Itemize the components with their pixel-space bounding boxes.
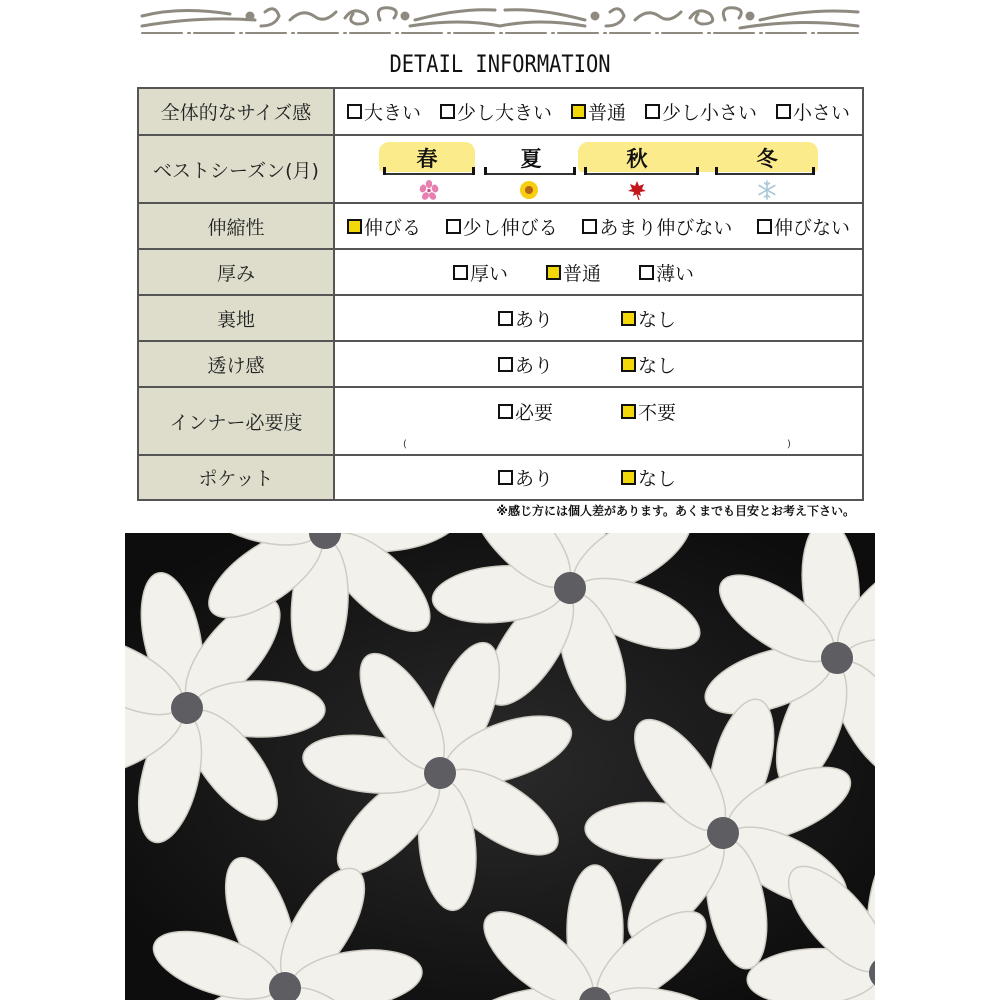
daisy-fabric-pattern — [125, 533, 875, 1000]
fabric-closeup-photo — [125, 533, 875, 1000]
note-close-paren: ) — [787, 439, 791, 450]
row-label: 透け感 — [138, 341, 334, 387]
disclaimer-note: ※感じ方には個人差があります。あくまでも目安とお考え下さい。 — [496, 504, 855, 518]
checkbox-icon — [498, 404, 513, 419]
option-group — [343, 259, 854, 286]
row-value — [334, 88, 863, 135]
option-group — [343, 398, 854, 425]
option-slightly-large — [440, 98, 552, 125]
row-value — [334, 135, 863, 203]
checkbox-checked-icon — [621, 470, 636, 485]
row-lining — [138, 295, 863, 341]
row-label: インナー必要度 — [138, 387, 334, 455]
season-winter: 冬 — [756, 147, 778, 171]
row-value — [334, 455, 863, 500]
option-yes — [498, 464, 553, 491]
checkbox-checked-icon — [621, 357, 636, 372]
option-stretches — [347, 213, 421, 240]
option-label: あり — [515, 354, 554, 377]
option-label: 少し小さい — [661, 102, 757, 124]
checkbox-icon — [498, 357, 513, 372]
row-sheerness — [138, 341, 863, 387]
checkbox-icon — [776, 104, 791, 119]
season-autumn: 秋 — [626, 147, 648, 171]
option-no — [621, 351, 676, 378]
option-not-needed — [621, 398, 676, 425]
row-thickness — [138, 249, 863, 295]
checkbox-icon — [446, 219, 461, 234]
option-label: 不要 — [638, 402, 677, 424]
option-normal — [546, 259, 601, 286]
row-stretch — [138, 203, 863, 249]
page-title: DETAIL INFORMATION — [389, 50, 611, 78]
option-needed — [498, 398, 553, 425]
row-value — [334, 387, 863, 455]
option-label: あまり伸びない — [599, 216, 733, 239]
option-label: 少し大きい — [456, 102, 552, 124]
option-label: なし — [638, 468, 677, 490]
option-label: 大きい — [364, 102, 422, 124]
row-label: ポケット — [138, 455, 334, 500]
option-group — [343, 98, 854, 125]
option-large — [347, 98, 421, 125]
option-label: なし — [638, 308, 677, 331]
option-group — [343, 464, 854, 491]
option-label: 普通 — [563, 262, 602, 285]
note-open-paren: ( — [403, 439, 407, 450]
checkbox-checked-icon — [546, 265, 561, 280]
option-yes — [498, 351, 553, 378]
option-no — [621, 305, 676, 332]
option-label: あり — [515, 468, 554, 490]
checkbox-icon — [645, 104, 660, 119]
option-label: 伸びる — [364, 216, 422, 239]
row-value — [334, 203, 863, 249]
row-label: 裏地 — [138, 295, 334, 341]
decorative-scroll-ornament — [140, 2, 860, 36]
checkbox-checked-icon — [621, 311, 636, 326]
option-label: あり — [515, 308, 554, 331]
option-no — [621, 464, 676, 491]
row-value — [334, 295, 863, 341]
season-summer: 夏 — [520, 147, 542, 171]
checkbox-checked-icon — [347, 219, 362, 234]
snowflake-icon — [757, 180, 777, 200]
option-normal — [571, 98, 626, 125]
option-group — [343, 305, 854, 332]
option-group — [343, 351, 854, 378]
row-size-feel — [138, 88, 863, 135]
option-barely-stretches — [582, 213, 732, 240]
option-slightly-stretches — [446, 213, 558, 240]
checkbox-icon — [582, 219, 597, 234]
option-label: 厚い — [470, 262, 509, 285]
checkbox-icon — [498, 311, 513, 326]
option-label: 少し伸びる — [462, 216, 558, 239]
option-small — [776, 98, 850, 125]
season-range-bar — [484, 167, 576, 175]
row-label: 厚み — [138, 249, 334, 295]
option-group — [343, 213, 854, 240]
checkbox-icon — [498, 470, 513, 485]
season-range-bar — [383, 167, 475, 175]
option-label: 必要 — [515, 402, 554, 424]
option-slightly-small — [645, 98, 757, 125]
row-best-season — [138, 135, 863, 203]
sakura-icon — [419, 180, 439, 200]
checkbox-checked-icon — [621, 404, 636, 419]
season-chart — [335, 137, 862, 201]
option-thick — [453, 259, 508, 286]
checkbox-icon — [453, 265, 468, 280]
option-label: 普通 — [587, 102, 626, 124]
checkbox-checked-icon — [571, 104, 586, 119]
detail-info-table — [137, 87, 864, 501]
row-inner-needed — [138, 387, 863, 455]
row-label: 伸縮性 — [138, 203, 334, 249]
option-label: 伸びない — [773, 216, 850, 239]
option-thin — [639, 259, 694, 286]
row-value — [334, 249, 863, 295]
checkbox-icon — [757, 219, 772, 234]
checkbox-icon — [347, 104, 362, 119]
option-label: なし — [638, 354, 677, 377]
checkbox-icon — [440, 104, 455, 119]
season-spring: 春 — [416, 147, 438, 171]
season-range-bar — [584, 167, 699, 175]
row-label: 全体的なサイズ感 — [138, 88, 334, 135]
option-no-stretch — [757, 213, 850, 240]
sunflower-icon — [519, 180, 539, 200]
option-yes — [498, 305, 553, 332]
row-pocket — [138, 455, 863, 500]
option-label: 小さい — [792, 102, 850, 124]
season-range-bar — [715, 167, 815, 175]
maple-leaf-icon — [627, 180, 647, 200]
row-label: ベストシーズン(月) — [138, 135, 334, 203]
checkbox-icon — [639, 265, 654, 280]
option-label: 薄い — [656, 262, 695, 285]
row-value — [334, 341, 863, 387]
